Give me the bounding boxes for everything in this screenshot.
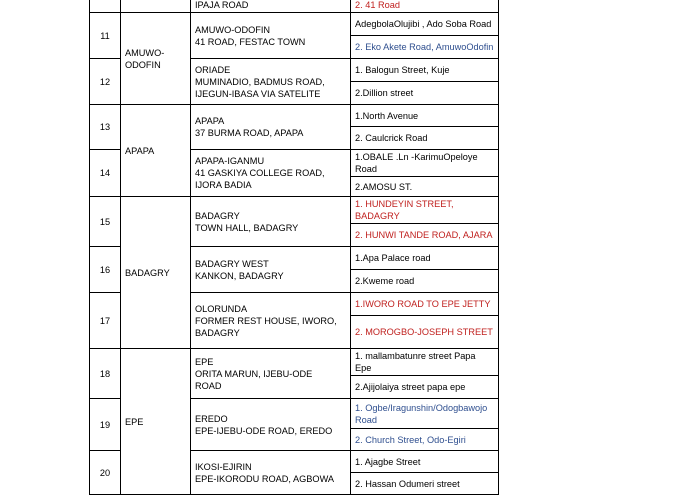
street-cell [351,247,499,270]
table-row [90,105,499,127]
centre-address-line: IPAJA ROAD [195,0,249,10]
centre-name: AMUWO-ODOFIN [195,24,271,35]
street-cell [351,451,499,473]
lga-name-line: AMUWO- [125,47,165,58]
lga-name-line: BADAGRY [125,267,170,278]
lga-name [121,0,191,13]
street-cell [351,0,499,13]
centre-address [191,13,351,59]
centre-name: IKOSI-EJIRIN [195,461,252,472]
centre-address [191,197,351,247]
centre-address-line: 41 ROAD, FESTAC TOWN [195,36,306,47]
centre-address-line: EPE-IKORODU ROAD, AGBOWA [195,473,335,484]
table-row [90,13,499,36]
street-name: 2. Hassan Odumeri street [355,478,460,489]
table-row [90,349,499,376]
street-cell [351,127,499,150]
street-cell [351,349,499,376]
street-name: 1. Ogbe/Iragunshin/Odogbawojo Road [355,402,488,425]
street-name: 2. Caulcrick Road [355,133,428,143]
centre-address-line: ORITA MARUN, IJEBU-ODE [195,368,313,379]
row-number: 19 [90,399,121,451]
centre-address-line: BADAGRY [195,327,240,338]
street-name: 2. Church Street, Odo-Egiri [355,434,466,445]
street-cell [351,197,499,224]
street-name: AdegbolaOlujibi , Ado Soba Road [355,19,492,29]
street-cell [351,150,499,177]
row-number: 18 [90,349,121,399]
row-number: 15 [90,197,121,247]
street-cell [351,82,499,105]
street-cell [351,316,499,349]
centre-address-line: IJORA BADIA [195,180,252,190]
table-row [90,0,499,13]
street-cell [351,429,499,451]
centre-address-line: 41 GASKIYA COLLEGE ROAD, [195,168,325,178]
centre-address [191,349,351,399]
centre-address-line: IJEGUN-IBASA VIA SATELITE [195,88,321,99]
centre-name: BADAGRY WEST [195,258,269,269]
street-name: 2.AMOSU ST. [355,181,413,192]
row-number: 20 [90,451,121,495]
lga-name [121,349,191,495]
street-cell [351,270,499,293]
street-cell [351,473,499,495]
centre-address [191,150,351,197]
street-name: 2.Ajijolaiya street papa epe [355,382,466,392]
centre-address-line: FORMER REST HOUSE, IWORO, [195,315,337,326]
row-number: 13 [90,105,121,150]
street-cell [351,399,499,429]
centre-address [191,399,351,451]
street-name: 1. Balogun Street, Kuje [355,65,450,75]
street-name: 1. mallambatunre street Papa Epe [355,351,476,373]
centre-address [191,59,351,105]
centre-address-line: TOWN HALL, BADAGRY [195,222,299,233]
street-name: 2. HUNWI TANDE ROAD, AJARA [355,230,493,240]
lga-name-line: EPE [125,416,144,427]
row-number: 11 [90,13,121,59]
centre-address [191,105,351,150]
street-name: 1. HUNDEYIN STREET, BADAGRY [355,199,454,221]
lga-name [121,105,191,197]
street-name: 2.Kweme road [355,276,415,286]
centre-name: ORIADE [195,64,231,75]
street-cell [351,224,499,247]
centre-address-line: EPE-IJEBU-ODE ROAD, EREDO [195,425,333,436]
street-name: 1.North Avenue [355,110,419,121]
centre-address [191,451,351,495]
street-cell [351,59,499,82]
row-number: 16 [90,247,121,293]
street-name: 2. Eko Akete Road, AmuwoOdofin [355,42,494,52]
centre-name: EPE [195,356,214,367]
centre-name: APAPA [195,116,225,126]
table-row [90,197,499,224]
centre-address-line: KANKON, BADAGRY [195,270,284,281]
polling-units-table [89,0,499,495]
row-number: 12 [90,59,121,105]
street-cell [351,13,499,36]
centre-name: OLORUNDA [195,303,248,314]
street-cell [351,293,499,316]
centre-address [191,293,351,349]
street-cell [351,177,499,197]
centre-address-line: ROAD [195,380,222,391]
street-name: 1.IWORO ROAD TO EPE JETTY [355,299,491,309]
lga-name [121,13,191,105]
centre-name: APAPA-IGANMU [195,156,265,166]
centre-name: BADAGRY [195,210,240,221]
street-name: 2. MOROGBO-JOSEPH STREET [355,327,493,337]
centre-address-line: MUMINADIO, BADMUS ROAD, [195,76,325,87]
street-cell [351,105,499,127]
row-number [90,0,121,13]
centre-address [191,0,351,13]
lga-name-line: ODOFIN [125,59,161,70]
street-name: 1. Ajagbe Street [355,456,421,467]
centre-address [191,247,351,293]
street-name: 2.Dillion street [355,88,414,98]
row-number: 14 [90,150,121,197]
street-name: 2. 41 Road [355,0,400,10]
lga-name [121,197,191,349]
street-name: 1.Apa Palace road [355,253,431,263]
centre-name: EREDO [195,413,228,424]
street-cell [351,376,499,399]
lga-name-line: APAPA [125,145,155,156]
street-name: 1.OBALE .Ln -KarimuOpeloye Road [355,152,478,174]
centre-address-line: 37 BURMA ROAD, APAPA [195,128,304,138]
street-cell [351,36,499,59]
row-number: 17 [90,293,121,349]
